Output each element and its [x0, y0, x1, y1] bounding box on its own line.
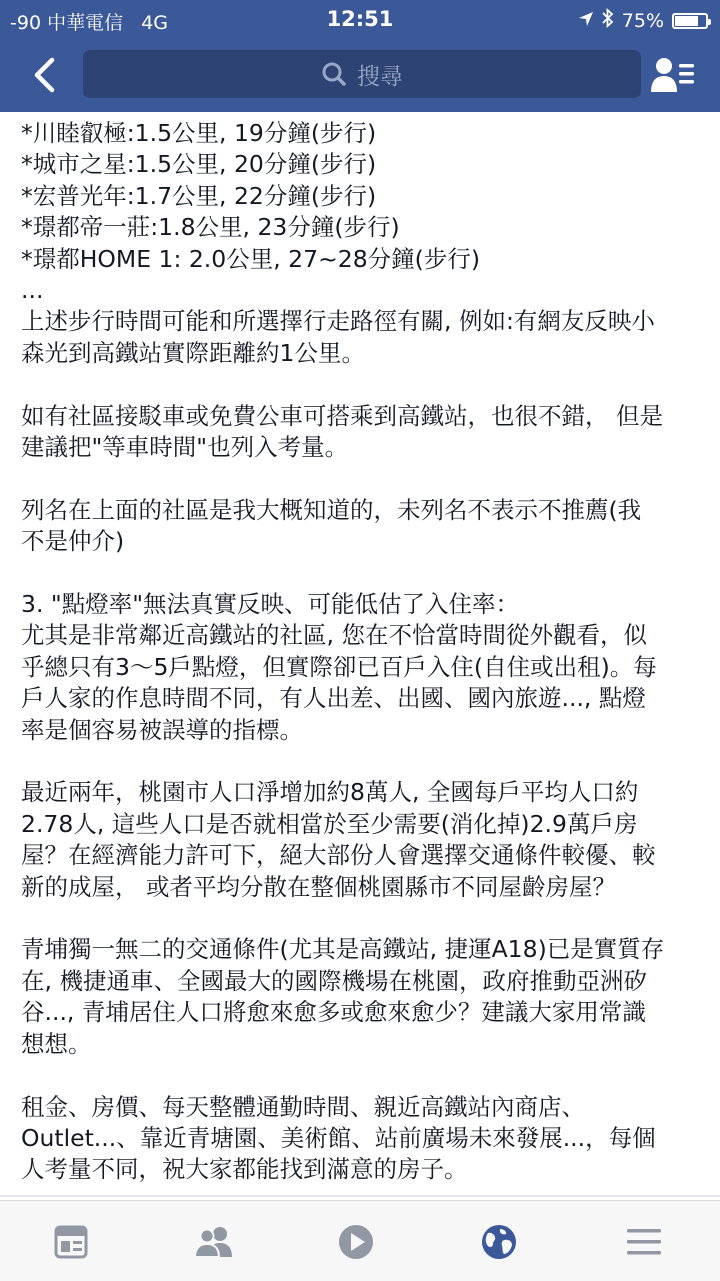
- post-line: ...: [21, 276, 44, 305]
- carrier-name: -90 中華電信: [10, 12, 124, 34]
- post-line: 如有社區接駁車或免費公車可搭乘到高鐵站，也很不錯， 但是: [21, 401, 663, 430]
- globe-icon: [480, 1223, 518, 1261]
- post-text: [21, 118, 711, 1186]
- tab-friends[interactable]: [174, 1219, 254, 1265]
- search-input[interactable]: [83, 50, 641, 98]
- play-icon: [337, 1223, 375, 1261]
- blank-line: [21, 1060, 711, 1091]
- post-line: *川睦叡極:1.5公里, 19分鐘(步行): [21, 119, 377, 147]
- post-line: 最近兩年，桃園市人口淨增加約8萬人, 全國每戶平均人口約: [21, 778, 639, 807]
- post-line: 不是仲介): [21, 527, 125, 556]
- post-line: 率是個容易被誤導的指標。: [21, 715, 303, 744]
- status-icons: [578, 8, 708, 33]
- network-type: 4G: [141, 12, 169, 34]
- blank-line: [21, 369, 711, 400]
- blank-line: [21, 558, 711, 589]
- nav-bar: [0, 38, 720, 112]
- friend-requests-button[interactable]: [648, 52, 698, 98]
- tab-bar: [0, 1200, 720, 1281]
- post-line: 建議把"等車時間"也列入考量。: [21, 433, 349, 462]
- post-line: 谷..., 青埔居住人口將愈來愈多或愈來愈少？建議大家用常識: [21, 998, 646, 1027]
- back-arrow-icon: [32, 57, 58, 93]
- post-line: 尤其是非常鄰近高鐵站的社區, 您在不恰當時間從外觀看，似: [21, 621, 647, 650]
- tab-video[interactable]: [316, 1219, 396, 1265]
- search-icon: [321, 61, 347, 87]
- location-icon: [578, 10, 594, 32]
- clock: 12:51: [326, 7, 394, 31]
- battery-level: [675, 16, 698, 26]
- post-line: *城市之星:1.5公里, 20分鐘(步行): [21, 150, 377, 179]
- news-feed-icon: [54, 1225, 88, 1259]
- divider: [0, 1195, 720, 1197]
- post-line: 青埔獨一無二的交通條件(尤其是高鐵站, 捷運A18)已是實質存: [21, 935, 665, 964]
- battery-percent: 75%: [621, 9, 664, 32]
- post-line: 2.78人, 這些人口是否就相當於至少需要(消化掉)2.9萬戶房: [21, 809, 638, 838]
- blank-line: [21, 463, 711, 494]
- search-placeholder: 搜尋: [357, 63, 403, 90]
- friend-requests-icon: [651, 56, 695, 94]
- post-line: *璟都帝一莊:1.8公里, 23分鐘(步行): [21, 213, 400, 242]
- post-line: 乎總只有3～5戶點燈，但實際卻已百戶入住(自住或出租)。每: [21, 652, 657, 681]
- post-line: *璟都HOME 1: 2.0公里, 27~28分鐘(步行): [21, 244, 480, 273]
- bluetooth-icon: [602, 8, 614, 33]
- post-line: Outlet...、靠近青塘園、美術館、站前廣場未來發展...，每個: [21, 1123, 656, 1152]
- post-line: 新的成屋， 或者平均分散在整個桃園縣市不同屋齡房屋？: [21, 872, 616, 901]
- tab-news-feed[interactable]: [31, 1219, 111, 1265]
- menu-icon: [626, 1227, 662, 1257]
- post-line: *宏普光年:1.7公里, 22分鐘(步行): [21, 181, 377, 210]
- friends-icon: [194, 1225, 234, 1259]
- post-line: 3. "點燈率"無法真實反映、可能低估了入住率：: [21, 590, 520, 619]
- blank-line: [21, 746, 711, 777]
- tab-menu[interactable]: [604, 1219, 684, 1265]
- blank-line: [21, 903, 711, 934]
- post-line: 想想。: [21, 1029, 92, 1058]
- post-line: 森光到高鐵站實際距離約1公里。: [21, 338, 365, 367]
- post-line: 人考量不同，祝大家都能找到滿意的房子。: [21, 1155, 468, 1184]
- post-line: 在, 機捷通車、全國最大的國際機場在桃園，政府推動亞洲矽: [21, 966, 647, 995]
- tab-notifications[interactable]: [459, 1219, 539, 1265]
- post-line: 上述步行時間可能和所選擇行走路徑有關, 例如:有網友反映小: [21, 307, 655, 336]
- status-bar: [0, 0, 720, 38]
- back-button[interactable]: [20, 50, 70, 100]
- post-line: 列名在上面的社區是我大概知道的，未列名不表示不推薦(我: [21, 495, 642, 524]
- battery-icon: [672, 13, 708, 29]
- post-line: 屋？在經濟能力許可下，絕大部份人會選擇交通條件較優、較: [21, 841, 656, 870]
- post-line: 戶人家的作息時間不同，有人出差、出國、國內旅遊..., 點燈: [21, 684, 646, 713]
- post-line: 租金、房價、每天整體通勤時間、親近高鐵站內商店、: [21, 1092, 585, 1121]
- post-content: [0, 112, 720, 1197]
